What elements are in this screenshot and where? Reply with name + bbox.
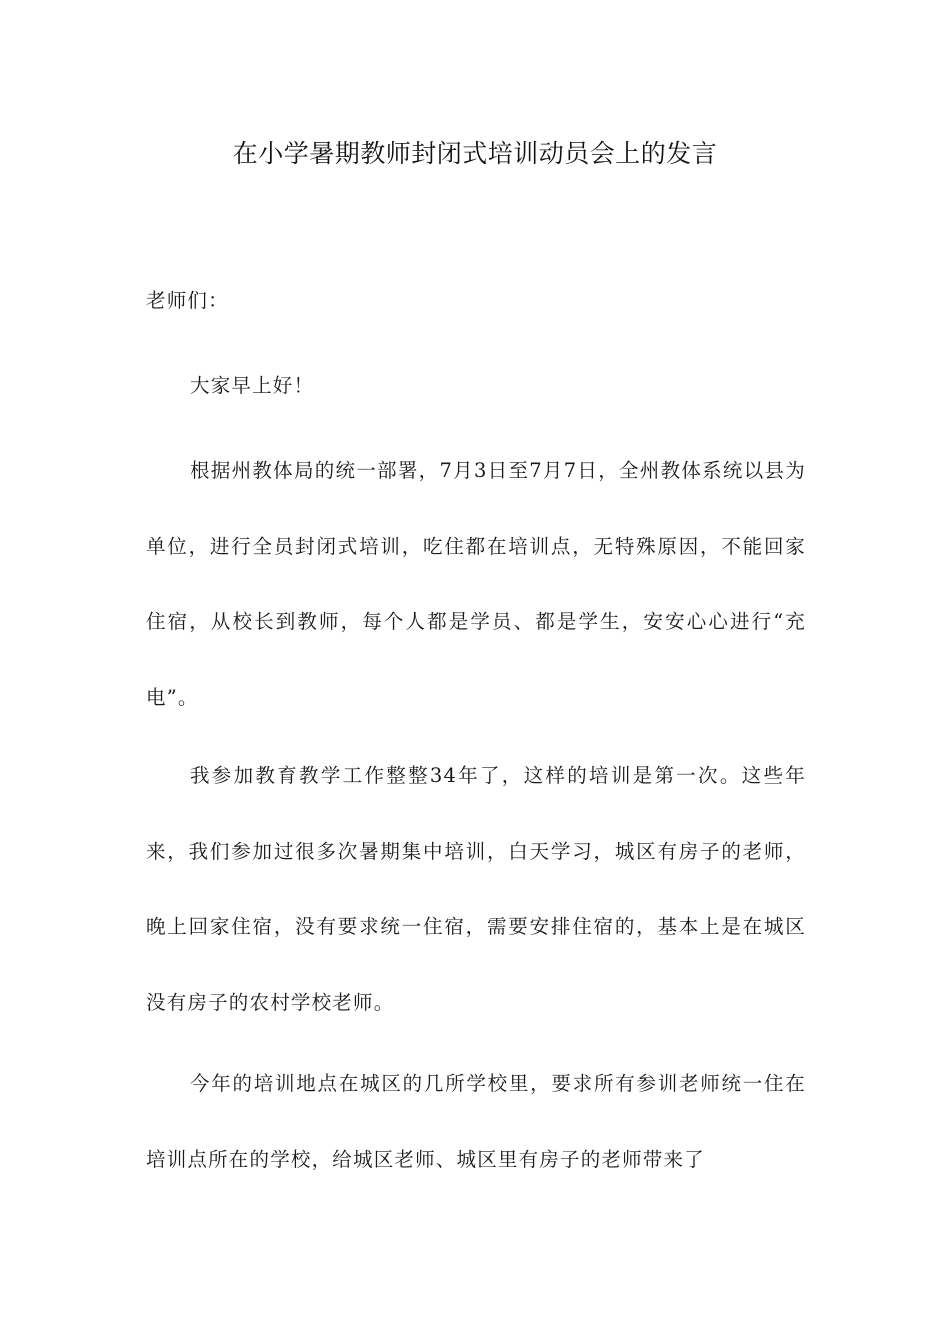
paragraph: 我参加教育教学工作整整34年了，这样的培训是第一次。这些年来，我们参加过很多次暑期集中培训，白天学习，城区有房子的老师，晚上回家住宿，没有要求统一住宿，需要安排住宿的，基本上是在城区没有房子的农村学校老师。 [146, 764, 806, 1014]
greeting: 大家早上好！ [190, 374, 315, 397]
paragraph: 今年的培训地点在城区的几所学校里，要求所有参训老师统一住在培训点所在的学校，给城区老师、城区里有房子的老师带来了 [146, 1072, 806, 1171]
salutation: 老师们： [146, 289, 229, 312]
document-title: 在小学暑期教师封闭式培训动员会上的发言 [232, 139, 718, 168]
paragraph: 根据州教体局的统一部署，7月3日至7月7日，全州教体系统以县为单位，进行全员封闭式培训，吃住都在培训点，无特殊原因，不能回家住宿，从校长到教师，每个人都是学员、都是学生，安安心心进行“充电”。 [146, 459, 806, 709]
